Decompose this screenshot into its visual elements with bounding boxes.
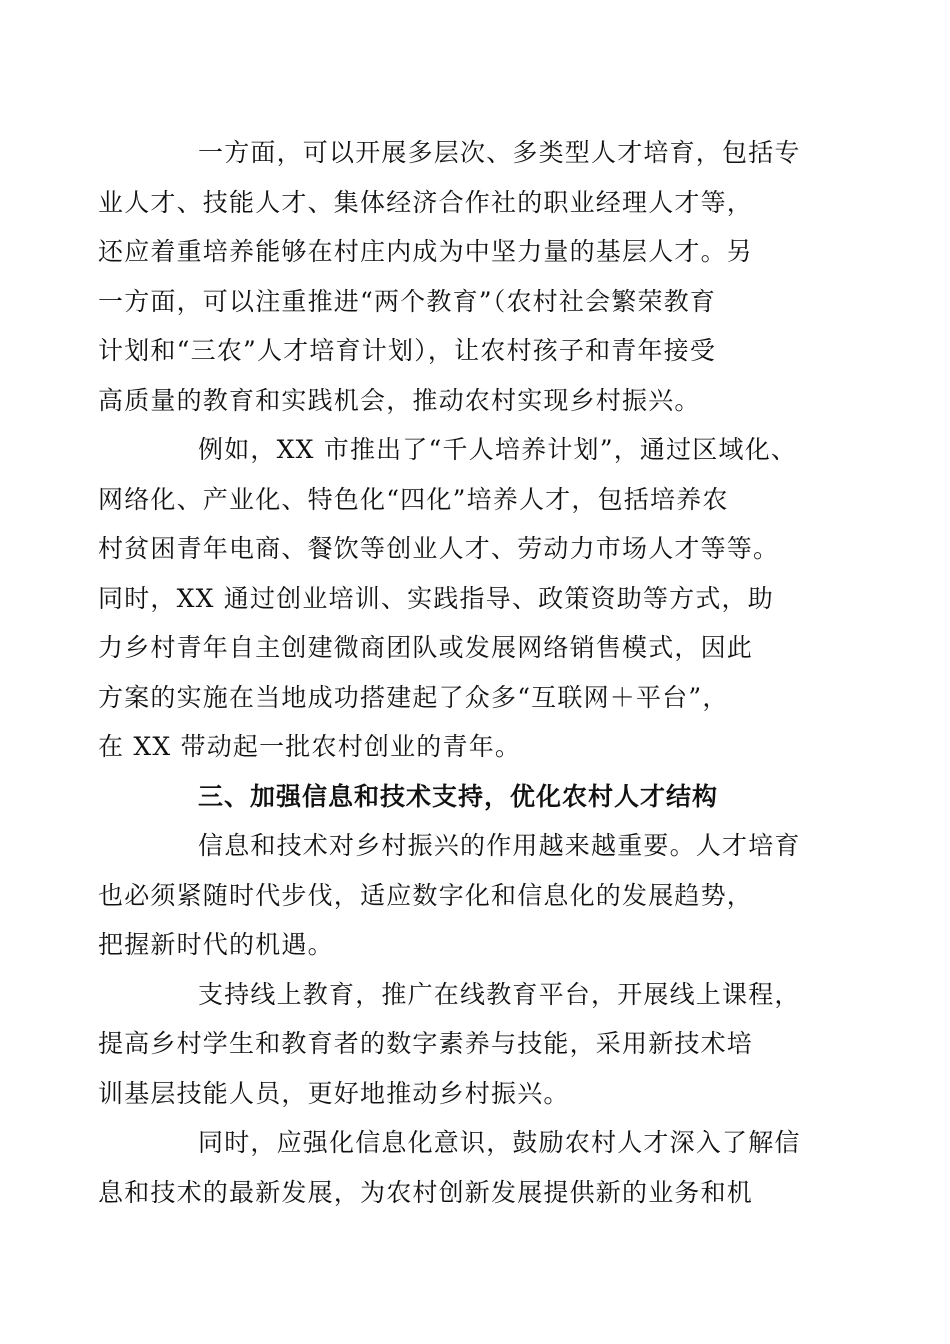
- text-line: 也必须紧随时代步伐，适应数字化和信息化的发展趋势，: [98, 880, 754, 910]
- paragraph: [98, 821, 808, 970]
- text-line: 方案的实施在当地成功搭建起了众多“互联网＋平台”，: [98, 682, 729, 712]
- text-line: 一方面，可以注重推进“两个教育”（农村社会繁荣教育: [98, 286, 717, 316]
- text-line: 一方面，可以开展多层次、多类型人才培育，包括专: [198, 138, 801, 167]
- text-line: 村贫困青年电商、餐饮等创业人才、劳动力市场人才等等。: [98, 534, 780, 563]
- text-line: 把握新时代的机遇。: [98, 930, 334, 959]
- text-line: 例如，XX 市推出了“千人培养计划”，通过区域化、: [198, 435, 798, 464]
- section-heading: [148, 772, 808, 822]
- paragraph: [98, 425, 808, 772]
- text-line: 计划和“三农”人才培育计划），让农村孩子和青年接受: [98, 336, 717, 365]
- text-line: 提高乡村学生和教育者的数字素养与技能，采用新技术培: [98, 1029, 754, 1058]
- text-line: 高质量的教育和实践机会，推动农村实现乡村振兴。: [98, 385, 701, 415]
- text-line: 力乡村青年自主创建微商团队或发展网络销售模式，因此: [98, 633, 754, 662]
- text-line: 业人才、技能人才、集体经济合作社的职业经理人才等，: [98, 187, 754, 217]
- text-line: 还应着重培养能够在村庄内成为中坚力量的基层人才。另: [98, 237, 754, 266]
- paragraph: [98, 1118, 808, 1217]
- text-line: 支持线上教育，推广在线教育平台，开展线上课程，: [198, 979, 801, 1009]
- text-line: 信息和技术对乡村振兴的作用越来越重要。人才培育: [198, 831, 801, 860]
- paragraph: [98, 128, 808, 425]
- text-line: 网络化、产业化、特色化“四化”培养人才，包括培养农: [98, 484, 729, 514]
- document-body: [98, 128, 808, 1217]
- text-line: 同时，应强化信息化意识，鼓励农村人才深入了解信: [198, 1128, 801, 1157]
- text-line: 在 XX 带动起一批农村创业的青年。: [98, 732, 522, 761]
- text-line: 三、加强信息和技术支持，优化农村人才结构: [198, 781, 719, 811]
- text-line: 息和技术的最新发展，为农村创新发展提供新的业务和机: [98, 1177, 754, 1207]
- text-line: 同时，XX 通过创业培训、实践指导、政策资助等方式，助: [98, 583, 774, 613]
- text-line: 训基层技能人员，更好地推动乡村振兴。: [98, 1078, 570, 1108]
- paragraph: [98, 970, 808, 1119]
